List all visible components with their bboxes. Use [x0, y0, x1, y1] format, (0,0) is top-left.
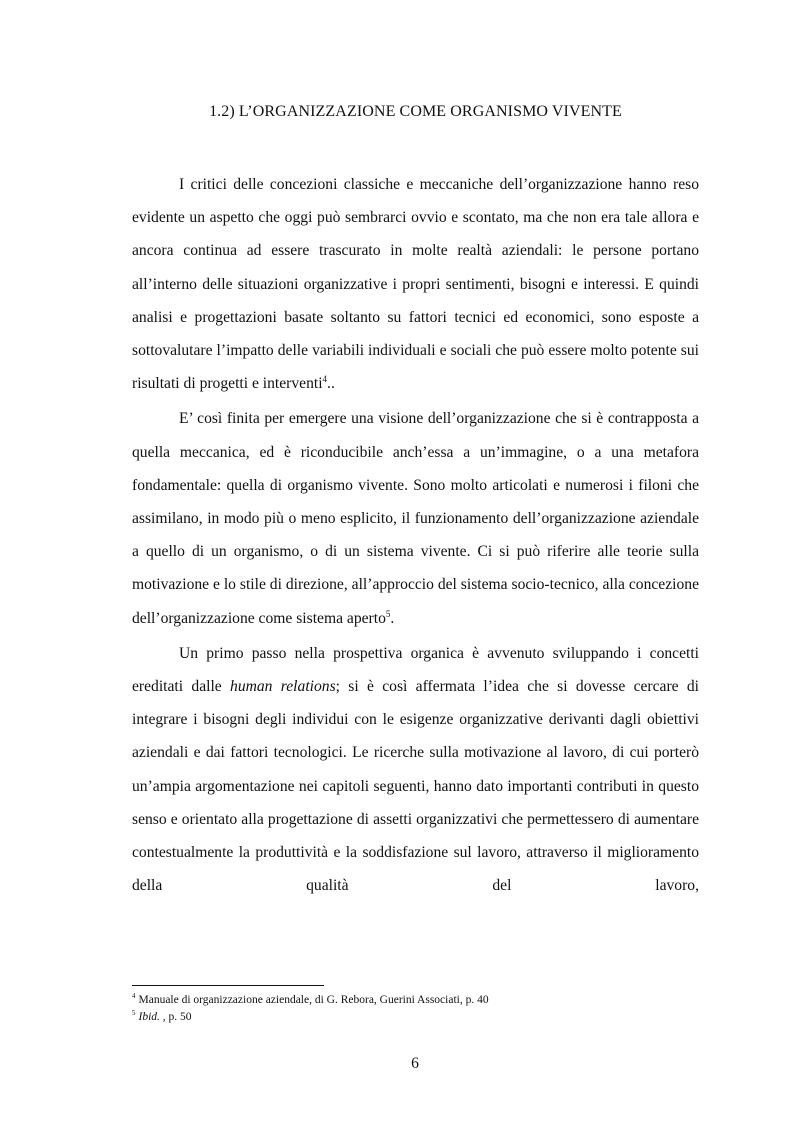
footnotes — [132, 992, 699, 1026]
paragraph-3-end: ; si è così affermata l’idea che si dovesse cercare di integrare i bisogni degli individui con le esigenze organizzative derivanti dagli obiettivi aziendali e dai fattori tecnologici. Le ricerche sulla motivazione al lavoro, di cui porterò un’ampia argomentazione nei capitoli seguenti, hanno dato importanti contributi in questo senso e orientato alla progettazione di assetti organizzativi che permettessero di aumentare contestualmente la produttività e la soddisfazione sul lavoro, attraverso il miglioramento della qualità del lavoro, — [132, 678, 700, 895]
footnote-5 — [132, 1009, 699, 1026]
footnote-4 — [132, 992, 699, 1009]
paragraph-2 — [132, 402, 699, 634]
section-heading: 1.2) L’ORGANIZZAZIONE COME ORGANISMO VIVENTE — [209, 103, 622, 120]
body-text — [132, 168, 699, 904]
footnote-5-text: , p. 50 — [159, 1011, 192, 1023]
footnote-divider — [132, 985, 324, 986]
paragraph-1-text: I critici delle concezioni classiche e meccaniche dell’organizzazione hanno reso evidente un aspetto che oggi può sembrarci ovvio e scontato, ma che non era tale allora e ancora continua ad essere trascurato in molte realtà aziendali: le persone portano all’interno delle situazioni organizzative i propri sentimenti, bisogni e interessi. E quindi analisi e progettazioni basate soltanto su fattori tecnici ed economici, sono esposte a sottovalutare l’impatto delle variabili individuali e sociali che può essere molto potente sui risultati di progetti e interventi — [132, 176, 699, 393]
paragraph-3 — [132, 637, 699, 903]
page-number: 6 — [411, 1055, 419, 1072]
footnote-mark-4: 4 — [132, 992, 136, 1001]
footnote-ref-4[interactable]: 4 — [322, 374, 328, 385]
footnote-ref-5[interactable]: 5 — [385, 608, 391, 619]
paragraph-3-italic: human relations — [230, 678, 336, 696]
footnote-5-italic: Ibid. — [138, 1011, 160, 1023]
paragraph-2-text: E’ così finita per emergere una visione dell’organizzazione che si è contrapposta a quella meccanica, ed è riconducibile anch’essa a un’immagine, o a una metafora fondamentale: quella di organismo vivente. Sono molto articolati e numerosi i filoni che assimilano, in modo più o meno esplicito, il funzionamento dell’organizzazione aziendale a quello di un organismo, o di un sistema vivente. Ci si può riferire alle teorie sulla motivazione e lo stile di direzione, all’approccio del sistema socio-tecnico, alla concezione dell’organizzazione come sistema aperto — [132, 410, 699, 627]
paragraph-2-end: . — [390, 609, 395, 627]
paragraph-3-text: Un primo passo nella prospettiva organica è avvenuto sviluppando i concetti ereditati dalle — [132, 644, 699, 696]
paragraph-1 — [132, 168, 699, 400]
footnote-4-text: Manuale di organizzazione aziendale, di G. Rebora, Guerini Associati, p. 40 — [138, 994, 489, 1006]
paragraph-1-end: .. — [327, 375, 335, 393]
footnote-mark-5: 5 — [132, 1009, 136, 1018]
